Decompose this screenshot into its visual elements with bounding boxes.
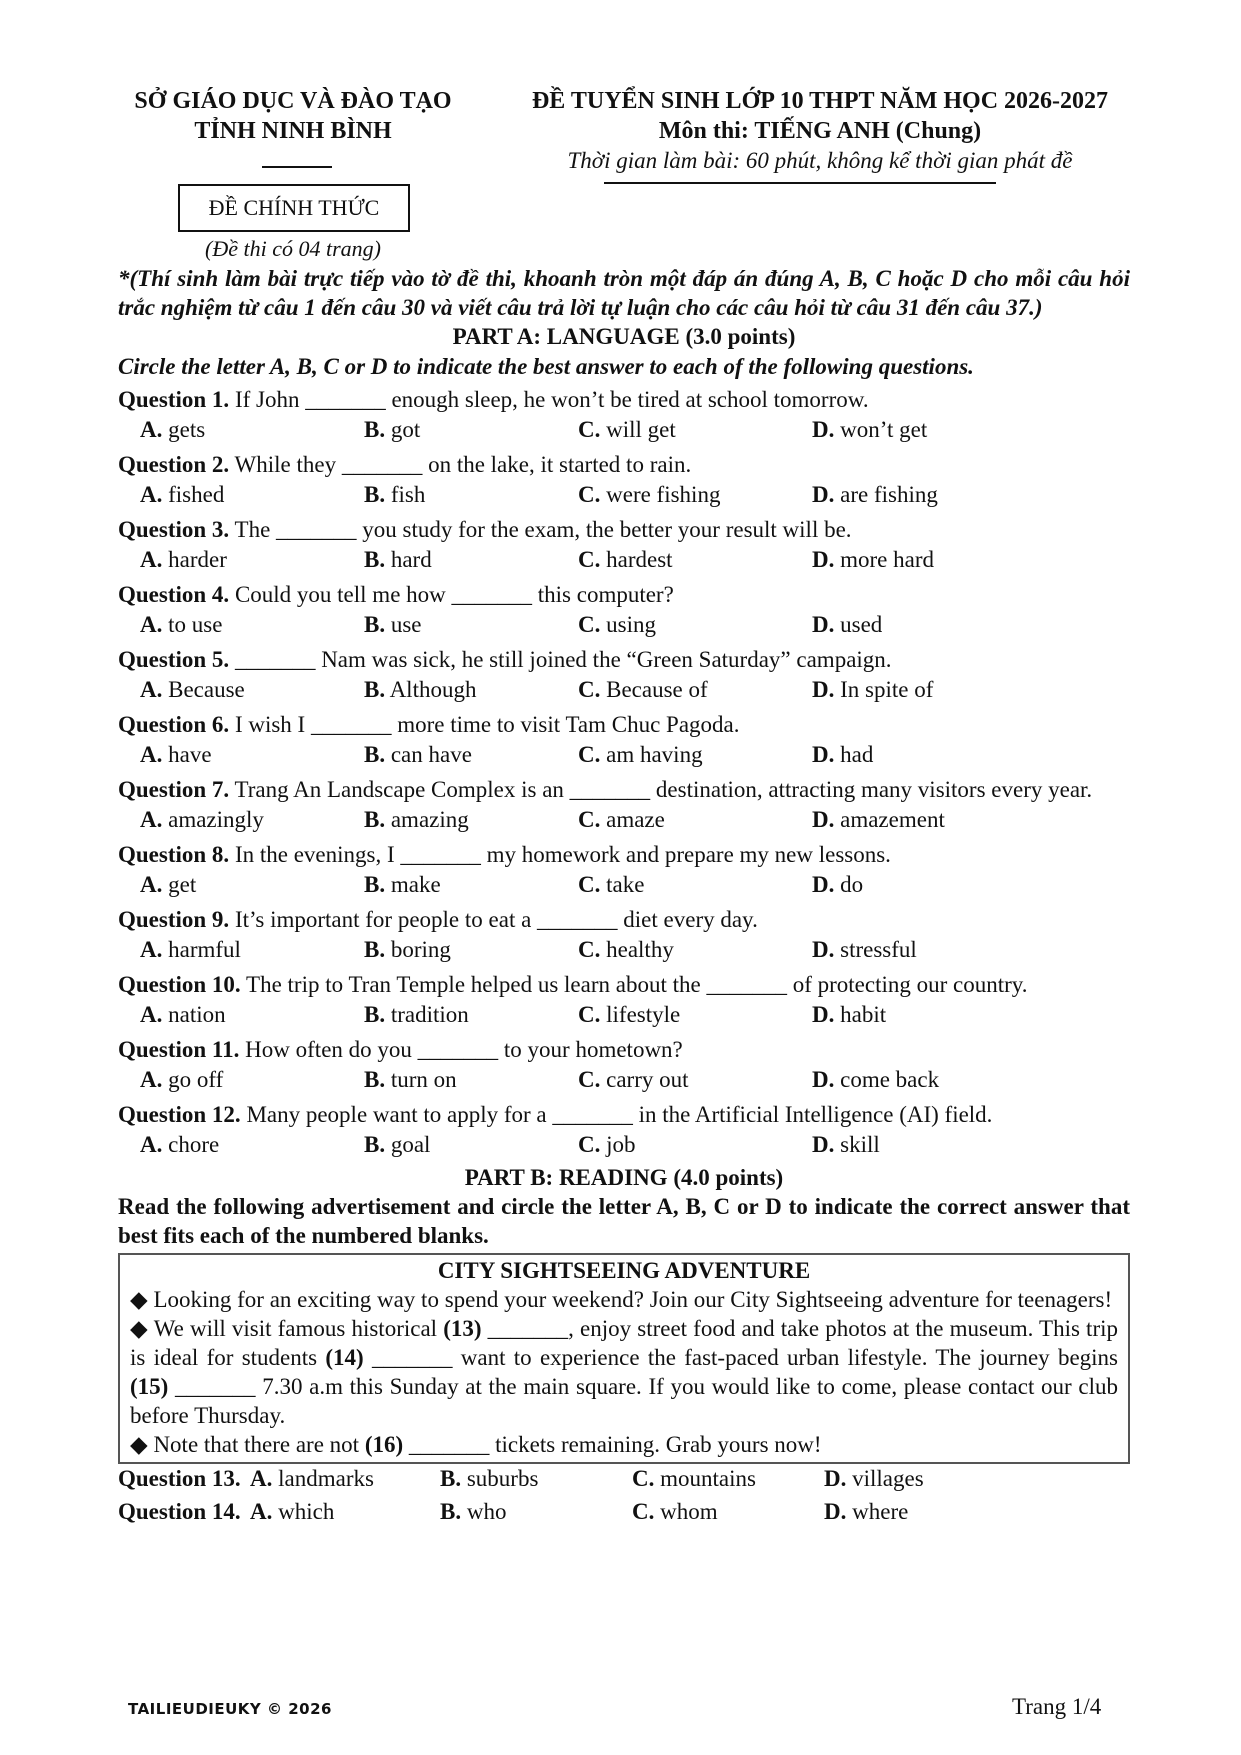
question-5 (118, 643, 1130, 675)
option-text: do (834, 872, 864, 897)
question-14 (118, 1497, 1130, 1530)
question-number: Question 6. (118, 712, 230, 737)
answer-option-a[interactable] (140, 1067, 223, 1093)
option-letter: D. (812, 612, 835, 637)
page-count-note: (Đề thi có 04 trang) (205, 236, 381, 261)
option-text: who (461, 1499, 507, 1524)
option-letter: A. (250, 1499, 273, 1524)
ad-text: _______ tickets remaining. Grab yours now! (403, 1432, 822, 1457)
department-block (118, 86, 468, 146)
option-text: amazing (385, 807, 469, 832)
answer-option-a[interactable] (250, 1499, 334, 1525)
answer-option-a[interactable] (140, 612, 222, 638)
advertisement-title: CITY SIGHTSEEING ADVENTURE (437, 1258, 811, 1283)
option-text: lifestyle (600, 1002, 681, 1027)
option-letter: A. (140, 1132, 163, 1157)
option-letter: B. (364, 482, 386, 507)
answer-option-d[interactable] (812, 612, 882, 638)
blank-13-label: (13) (443, 1316, 482, 1341)
question-number: Question 3. (118, 517, 230, 542)
exam-content (118, 264, 1130, 1530)
option-letter: A. (140, 872, 163, 897)
option-text: carry out (600, 1067, 689, 1092)
page-number: Trang 1/4 (1012, 1694, 1102, 1719)
department-name: SỞ GIÁO DỤC VÀ ĐÀO TẠO (134, 88, 452, 114)
answer-option-a[interactable] (140, 677, 245, 703)
option-text: In spite of (834, 677, 934, 702)
question-text: While they _______ on the lake, it started to rain. (229, 452, 692, 477)
option-letter: B. (364, 807, 386, 832)
option-letter: B. (364, 742, 386, 767)
answer-option-b[interactable] (364, 742, 472, 768)
answer-option-b[interactable] (440, 1466, 538, 1492)
answer-option-b[interactable] (364, 547, 432, 573)
option-letter: D. (812, 417, 835, 442)
option-letter: D. (812, 547, 835, 572)
answer-option-c[interactable] (578, 1067, 689, 1093)
option-letter: C. (632, 1466, 655, 1491)
question-12-options (118, 1130, 1130, 1163)
answer-option-c[interactable] (578, 807, 665, 833)
question-number: Question 5. (118, 647, 230, 672)
exam-header (0, 86, 1241, 266)
option-text: goal (385, 1132, 431, 1157)
answer-option-c[interactable] (578, 872, 644, 898)
question-number: Question 10. (118, 972, 241, 997)
answer-option-d[interactable] (812, 807, 945, 833)
option-letter: A. (140, 482, 163, 507)
option-text: are fishing (834, 482, 938, 507)
option-text: go off (162, 1067, 224, 1092)
option-letter: A. (140, 1067, 163, 1092)
question-3 (118, 513, 1130, 545)
question-text: I wish I _______ more time to visit Tam Chuc Pagoda. (229, 712, 740, 737)
question-number: Question 1. (118, 387, 230, 412)
exam-title-block (480, 86, 1160, 176)
answer-option-c[interactable] (578, 742, 703, 768)
question-13 (118, 1464, 1130, 1497)
option-text: will get (600, 417, 676, 442)
exam-subject: Môn thi: TIẾNG ANH (Chung) (658, 118, 982, 144)
option-text: landmarks (272, 1466, 374, 1491)
answer-option-b[interactable] (364, 937, 451, 963)
option-text: used (834, 612, 883, 637)
option-letter: C. (578, 417, 601, 442)
option-letter: A. (140, 547, 163, 572)
option-letter: A. (140, 612, 163, 637)
option-text: mountains (654, 1466, 756, 1491)
question-text: In the evenings, I _______ my homework and prepare my new lessons. (229, 842, 891, 867)
option-letter: C. (578, 807, 601, 832)
option-letter: D. (812, 1002, 835, 1027)
answer-option-a[interactable] (140, 807, 264, 833)
answer-option-d[interactable] (812, 482, 938, 508)
answer-option-c[interactable] (578, 547, 673, 573)
answer-option-b[interactable] (364, 807, 469, 833)
answer-option-b[interactable] (440, 1499, 506, 1525)
option-text: Because of (600, 677, 708, 702)
option-text: amazement (834, 807, 945, 832)
answer-option-b[interactable] (364, 1002, 469, 1028)
answer-option-d[interactable] (812, 547, 934, 573)
question-2 (118, 448, 1130, 480)
option-text: which (272, 1499, 335, 1524)
option-letter: D. (812, 482, 835, 507)
question-number: Question 9. (118, 907, 230, 932)
answer-option-b[interactable] (364, 1067, 457, 1093)
question-number: Question 12. (118, 1102, 241, 1127)
option-text: take (600, 872, 645, 897)
option-text: to use (162, 612, 223, 637)
option-letter: A. (140, 1002, 163, 1027)
official-exam-badge: ĐỀ CHÍNH THỨC (178, 184, 410, 232)
answer-option-d[interactable] (812, 1132, 880, 1158)
option-text: harder (162, 547, 227, 572)
question-number: Question 13. (118, 1466, 241, 1491)
option-text: boring (385, 937, 451, 962)
question-text: How often do you _______ to your hometown? (239, 1037, 683, 1062)
header-divider-left (262, 166, 332, 168)
question-text: Trang An Landscape Complex is an _______ destination, attracting many visitors every year. (229, 777, 1093, 802)
blank-14-label: (14) (325, 1345, 364, 1370)
header-divider-right (604, 182, 996, 184)
option-text: make (385, 872, 441, 897)
option-text: hard (385, 547, 432, 572)
question-text: The trip to Tran Temple helped us learn about the _______ of protecting our country. (240, 972, 1028, 997)
option-letter: A. (140, 807, 163, 832)
question-1-options (118, 415, 1130, 448)
option-letter: B. (440, 1466, 462, 1491)
option-letter: C. (578, 547, 601, 572)
answer-option-c[interactable] (578, 677, 708, 703)
option-text: turn on (385, 1067, 457, 1092)
question-7 (118, 773, 1130, 805)
answer-option-c[interactable] (578, 417, 676, 443)
answer-option-a[interactable] (140, 482, 224, 508)
question-6-options (118, 740, 1130, 773)
advertisement-paragraph-3 (130, 1430, 1118, 1459)
answer-option-a[interactable] (250, 1466, 374, 1492)
question-11 (118, 1033, 1130, 1065)
question-text: It’s important for people to eat a _______ diet every day. (229, 907, 758, 932)
part-b-question-list (118, 1464, 1130, 1530)
option-letter: C. (632, 1499, 655, 1524)
option-text: more hard (834, 547, 935, 572)
part-b-title: PART B: READING (4.0 points) (464, 1165, 784, 1190)
question-text: The _______ you study for the exam, the better your result will be. (229, 517, 852, 542)
advertisement-box (118, 1253, 1130, 1464)
option-letter: C. (578, 482, 601, 507)
question-text: _______ Nam was sick, he still joined the “Green Saturday” campaign. (229, 647, 892, 672)
option-text: can have (385, 742, 472, 767)
answer-option-c[interactable] (578, 1132, 636, 1158)
question-1 (118, 383, 1130, 415)
answer-option-a[interactable] (140, 417, 205, 443)
option-text: tradition (385, 1002, 469, 1027)
answer-option-b[interactable] (364, 417, 420, 443)
answer-option-c[interactable] (578, 612, 656, 638)
option-letter: D. (812, 677, 835, 702)
option-letter: D. (812, 807, 835, 832)
part-a-title: PART A: LANGUAGE (3.0 points) (452, 324, 796, 349)
option-letter: C. (578, 1132, 601, 1157)
exam-title: ĐỀ TUYỂN SINH LỚP 10 THPT NĂM HỌC 2026-2027 (531, 88, 1109, 114)
option-letter: C. (578, 612, 601, 637)
answer-option-a[interactable] (140, 937, 241, 963)
answer-option-b[interactable] (364, 677, 476, 703)
option-text: had (834, 742, 874, 767)
question-4 (118, 578, 1130, 610)
option-letter: C. (578, 677, 601, 702)
answer-option-d[interactable] (812, 937, 917, 963)
question-11-options (118, 1065, 1130, 1098)
option-text: chore (162, 1132, 220, 1157)
question-4-options (118, 610, 1130, 643)
option-text: have (162, 742, 212, 767)
question-text: Could you tell me how _______ this computer? (229, 582, 674, 607)
footer-brand: TAILIEUDIEUKY © 2026 (128, 1700, 332, 1718)
option-letter: D. (824, 1499, 847, 1524)
answer-option-b[interactable] (364, 612, 422, 638)
option-letter: B. (364, 1002, 386, 1027)
part-a-question-list (118, 383, 1130, 1163)
question-5-options (118, 675, 1130, 708)
option-text: am having (600, 742, 703, 767)
option-text: get (162, 872, 197, 897)
question-number: Question 11. (118, 1037, 240, 1062)
option-letter: B. (440, 1499, 462, 1524)
ad-text: _______ 7.30 a.m this Sunday at the main square. If you would like to come, please contact our club before Thursday. (130, 1374, 1118, 1428)
question-number: Question 8. (118, 842, 230, 867)
option-text: harmful (162, 937, 241, 962)
option-text: come back (834, 1067, 940, 1092)
option-letter: B. (364, 677, 386, 702)
option-letter: B. (364, 1067, 386, 1092)
answer-option-a[interactable] (140, 547, 227, 573)
option-text: won’t get (834, 417, 928, 442)
answer-option-c[interactable] (578, 1002, 680, 1028)
answer-option-a[interactable] (140, 1132, 219, 1158)
province-name: TỈNH NINH BÌNH (194, 118, 392, 144)
answer-option-a[interactable] (140, 1002, 226, 1028)
exam-time: Thời gian làm bài: 60 phút, không kể thời gian phát đề (567, 148, 1073, 173)
option-text: healthy (600, 937, 674, 962)
option-letter: A. (140, 742, 163, 767)
option-letter: D. (812, 1132, 835, 1157)
ad-text: _______ want to experience the fast-paced urban lifestyle. The journey begins (363, 1345, 1118, 1370)
option-letter: B. (364, 937, 386, 962)
option-text: habit (834, 1002, 887, 1027)
option-text: using (600, 612, 656, 637)
advertisement-paragraph-2 (130, 1314, 1118, 1430)
option-text: nation (162, 1002, 226, 1027)
answer-option-d[interactable] (812, 1067, 939, 1093)
question-12 (118, 1098, 1130, 1130)
option-text: gets (162, 417, 206, 442)
option-letter: B. (364, 612, 386, 637)
answer-option-b[interactable] (364, 482, 425, 508)
answer-option-d[interactable] (812, 1002, 886, 1028)
advertisement-paragraph-1: ◆ Looking for an exciting way to spend your weekend? Join our City Sightseeing adventure for teenagers! (130, 1287, 1113, 1312)
option-text: got (385, 417, 421, 442)
question-8 (118, 838, 1130, 870)
question-text: Many people want to apply for a _______ in the Artificial Intelligence (AI) field. (240, 1102, 993, 1127)
question-text: If John _______ enough sleep, he won’t be tired at school tomorrow. (229, 387, 869, 412)
option-text: whom (654, 1499, 718, 1524)
option-letter: D. (812, 872, 835, 897)
option-text: job (600, 1132, 636, 1157)
answer-option-b[interactable] (364, 872, 441, 898)
option-text: suburbs (461, 1466, 539, 1491)
option-letter: D. (812, 1067, 835, 1092)
option-letter: D. (812, 742, 835, 767)
part-b-instruction: Read the following advertisement and circle the letter A, B, C or D to indicate the correct answer that best fits each of the numbered blanks. (118, 1194, 1130, 1248)
blank-15-label: (15) (130, 1374, 169, 1399)
option-text: fished (162, 482, 225, 507)
answer-option-c[interactable] (578, 482, 720, 508)
answer-option-c[interactable] (578, 937, 674, 963)
option-text: where (846, 1499, 909, 1524)
option-letter: D. (824, 1466, 847, 1491)
question-number: Question 14. (118, 1499, 241, 1524)
option-text: hardest (600, 547, 673, 572)
question-number: Question 2. (118, 452, 230, 477)
option-letter: A. (140, 677, 163, 702)
question-8-options (118, 870, 1130, 903)
question-10-options (118, 1000, 1130, 1033)
option-letter: D. (812, 937, 835, 962)
option-text: Although (385, 677, 477, 702)
answer-option-d[interactable] (812, 417, 927, 443)
option-text: amazingly (162, 807, 264, 832)
answer-option-d[interactable] (812, 742, 873, 768)
option-letter: B. (364, 1132, 386, 1157)
answer-option-a[interactable] (140, 872, 196, 898)
question-9-options (118, 935, 1130, 968)
question-9 (118, 903, 1130, 935)
option-text: stressful (834, 937, 917, 962)
option-letter: B. (364, 547, 386, 572)
option-text: were fishing (600, 482, 721, 507)
option-letter: A. (140, 417, 163, 442)
part-a-instruction: Circle the letter A, B, C or D to indicate the best answer to each of the following questions. (118, 354, 974, 379)
answer-option-c[interactable] (632, 1466, 756, 1492)
question-7-options (118, 805, 1130, 838)
option-letter: B. (364, 872, 386, 897)
option-text: skill (834, 1132, 880, 1157)
question-number: Question 7. (118, 777, 230, 802)
option-letter: C. (578, 1067, 601, 1092)
question-2-options (118, 480, 1130, 513)
answer-option-d[interactable] (824, 1466, 924, 1492)
answer-option-d[interactable] (812, 872, 863, 898)
question-number: Question 4. (118, 582, 230, 607)
option-text: fish (385, 482, 426, 507)
answer-option-d[interactable] (812, 677, 933, 703)
question-6 (118, 708, 1130, 740)
option-letter: A. (140, 937, 163, 962)
option-text: villages (846, 1466, 924, 1491)
answer-option-c[interactable] (632, 1499, 718, 1525)
ad-text: ◆ Note that there are not (130, 1432, 365, 1457)
answer-option-d[interactable] (824, 1499, 908, 1525)
option-letter: C. (578, 937, 601, 962)
option-text: use (385, 612, 422, 637)
option-letter: C. (578, 872, 601, 897)
question-10 (118, 968, 1130, 1000)
blank-16-label: (16) (364, 1432, 404, 1457)
question-3-options (118, 545, 1130, 578)
option-text: Because (162, 677, 245, 702)
option-letter: C. (578, 742, 601, 767)
ad-text: _______, enjoy street food and take photos at the museum. This trip is ideal for students (130, 1316, 1118, 1370)
ad-text: ◆ We will visit famous historical (130, 1316, 444, 1341)
option-letter: C. (578, 1002, 601, 1027)
answer-option-a[interactable] (140, 742, 212, 768)
option-text: amaze (600, 807, 665, 832)
option-letter: B. (364, 417, 386, 442)
option-letter: A. (250, 1466, 273, 1491)
general-instruction: *(Thí sinh làm bài trực tiếp vào tờ đề thi, khoanh tròn một đáp án đúng A, B, C hoặc D cho mỗi câu hỏi trắc nghiệm từ câu 1 đến câu 30 và viết câu trả lời tự luận cho các câu hỏi từ câu 31 đến câu 37.) (118, 266, 1130, 320)
answer-option-b[interactable] (364, 1132, 430, 1158)
